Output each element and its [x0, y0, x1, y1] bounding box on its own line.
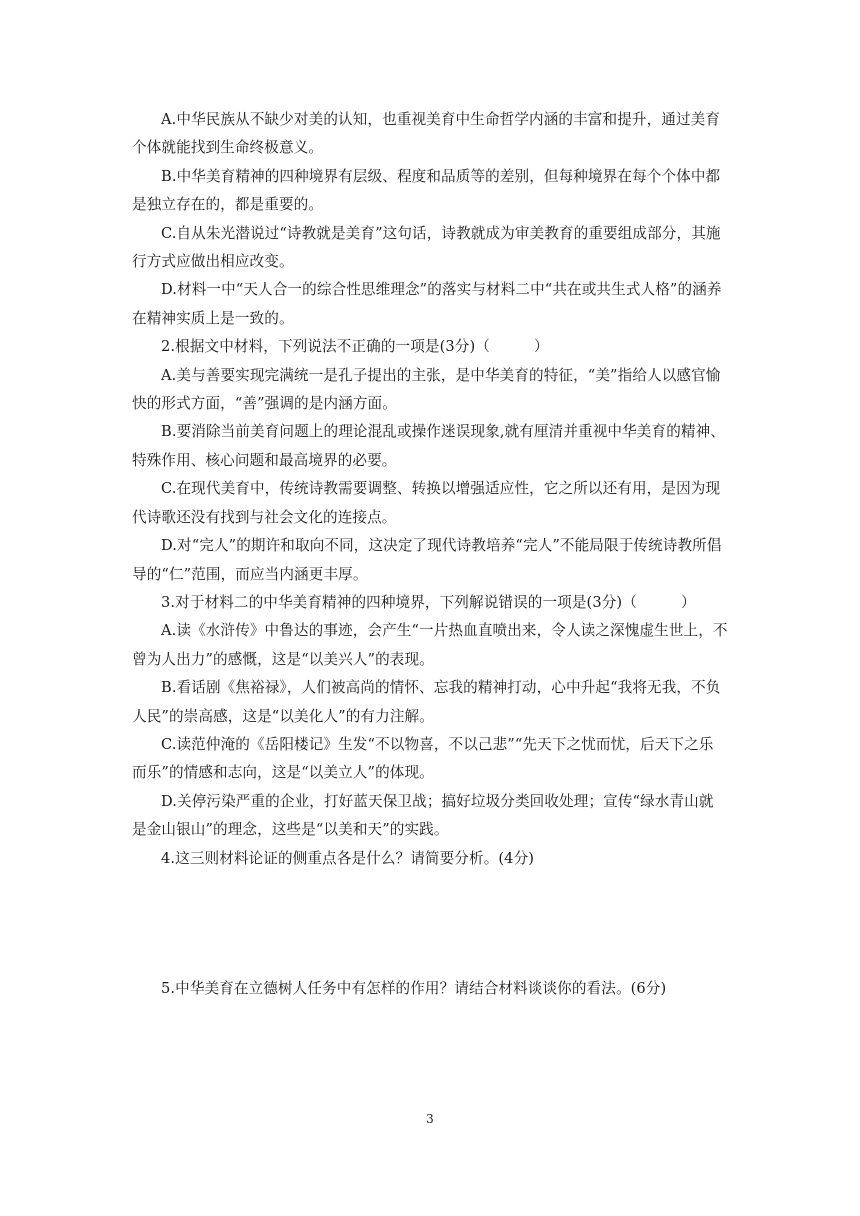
option-2a: A.美与善要实现完满统一是孔子提出的主张，是中华美育的特征，“美”指给人以感官愉快的形式方面，“善”强调的是内涵方面。 [132, 366, 721, 413]
option-3a: A.读《水浒传》中鲁达的事迹，会产生“一片热血直喷出来，令人读之深愧虚生世上，不曾为人出力”的感慨，这是“以美兴人”的表现。 [132, 622, 728, 668]
option-2d: D.对“完人”的期许和取向不同，这决定了现代诗教培养“完人”不能局限于传统诗教所倡导的“仁”范围，而应当内涵更丰厚。 [132, 537, 722, 583]
page-number: 3 [426, 1112, 434, 1126]
option-1b: B.中华美育精神的四种境界有层级、程度和品质等的差别，但每种境界在每个个体中都是独立存在的，都是重要的。 [132, 167, 721, 214]
question-2: 2.根据文中材料，下列说法不正确的一项是(3分)（ ） [161, 338, 549, 356]
question-4: 4.这三则材料论证的侧重点各是什么？请简要分析。(4分) [161, 849, 535, 867]
option-1c: C.自从朱光潜说过“诗教就是美育”这句话，诗教就成为审美教育的重要组成部分，其施行方式应做出相应改变。 [132, 224, 721, 271]
question-3: 3.对于材料二的中华美育精神的四种境界，下列解说错误的一项是(3分)（ ） [161, 593, 696, 611]
option-2b: B.要消除当前美育问题上的理论混乱或操作迷误现象,就有厘清并重视中华美育的精神、特殊作用、核心问题和最高境界的必要。 [132, 423, 725, 469]
document-body [132, 106, 728, 1003]
option-3c: C.读范仲淹的《岳阳楼记》生发“不以物喜，不以己悲”“先天下之忧而忧，后天下之乐而乐”的情感和志向，这是“以美立人”的体现。 [132, 735, 714, 782]
option-3d: D.关停污染严重的企业，打好蓝天保卫战；搞好垃圾分类回收处理；宣传“绿水青山就是金山银山”的理念，这些是“以美和天”的实践。 [132, 792, 714, 839]
option-1a: A.中华民族从不缺少对美的认知，也重视美育中生命哲学内涵的丰富和提升，通过美育个体就能找到生命终极意义。 [132, 111, 721, 157]
answer-space-q4 [132, 873, 728, 975]
option-3b: B.看话剧《焦裕禄》，人们被高尚的情怀、忘我的精神打动，心中升起“我将无我，不负人民”的崇高感，这是“以美化人”的有力注解。 [132, 679, 721, 725]
option-2c: C.在现代美育中，传统诗教需要调整、转换以增强适应性，它之所以还有用，是因为现代诗歌还没有找到与社会文化的连接点。 [132, 480, 721, 526]
question-5: 5.中华美育在立德树人任务中有怎样的作用？请结合材料谈谈你的看法。(6分) [161, 979, 667, 997]
option-1d: D.材料一中“天人合一的综合性思维理念”的落实与材料二中“共在或共生式人格”的涵养在精神实质上是一致的。 [132, 281, 722, 327]
